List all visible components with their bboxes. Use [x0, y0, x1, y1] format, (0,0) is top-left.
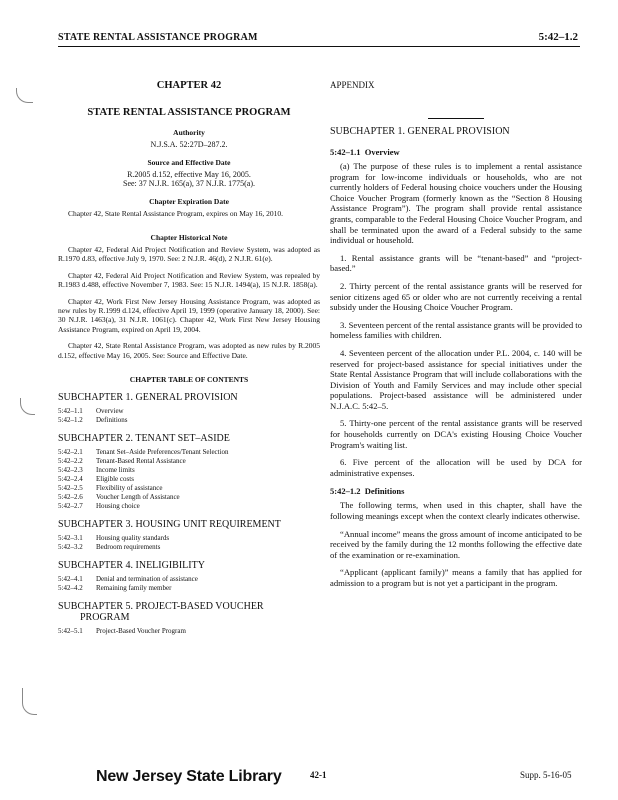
- toc-entry: 5:42–2.1 Tenant Set–Aside Preferences/Tenant Selection: [58, 447, 229, 456]
- historical-note-paragraph: Chapter 42, Work First New Jersey Housing Assistance Program, was adopted as new rules by R.1999 d.124, effective April 19, 1999 (operative January 18, 2000). See: 30 N.J.R. 1463(a), 31 N.J.R. 1061(c). Chapter 42, Work First New Jersey Housing Assistance Program, expired on April 19, 2004.: [58, 296, 320, 334]
- toc-entry: 5:42–1.1 Overview: [58, 406, 124, 415]
- page-number: 42-1: [310, 770, 327, 780]
- toc-entry: 5:42–3.1 Housing quality standards: [58, 533, 170, 542]
- authority-heading: Authority: [173, 128, 205, 137]
- toc-subchapter-5-cont: PROGRAM: [80, 611, 130, 623]
- header-rule: [58, 46, 580, 47]
- library-logo-text: New Jersey State Library: [96, 768, 282, 785]
- binder-mark: [20, 398, 35, 415]
- source-line-1: R.2005 d.152, effective May 16, 2005.: [127, 169, 251, 179]
- toc-entry: 5:42–2.5 Flexibility of assistance: [58, 483, 163, 492]
- historical-note-heading: Chapter Historical Note: [150, 232, 228, 242]
- section-heading-overview: 5:42–1.1 Overview: [330, 147, 400, 157]
- running-header-title: STATE RENTAL ASSISTANCE PROGRAM: [58, 32, 258, 43]
- appendix-label: APPENDIX: [330, 80, 375, 90]
- toc-entry: 5:42–2.6 Voucher Length of Assistance: [58, 492, 180, 501]
- toc-entry: 5:42–1.2 Definitions: [58, 415, 128, 424]
- toc-heading: CHAPTER TABLE OF CONTENTS: [129, 374, 249, 384]
- toc-entry: 5:42–5.1 Project-Based Voucher Program: [58, 626, 186, 635]
- source-heading: Source and Effective Date: [147, 157, 231, 167]
- body-paragraph: 3. Seventeen percent of the rental assistance grants will be provided to homeless families with children.: [330, 319, 582, 341]
- toc-entry: 5:42–2.4 Eligible costs: [58, 474, 134, 483]
- body-paragraph: “Annual income” means the gross amount of income anticipated to be received by the family during the 12 months following the effective date of the examination or re-examination.: [330, 528, 582, 560]
- historical-note-paragraph: Chapter 42, State Rental Assistance Program, was adopted as new rules by R.2005 d.152, effective May 16, 2005. See: Source and Effective Date.: [58, 341, 320, 360]
- expiration-text: Chapter 42, State Rental Assistance Program, expires on May 16, 2010.: [68, 208, 283, 218]
- right-column: [330, 80, 582, 596]
- expiration-heading: Chapter Expiration Date: [149, 196, 229, 206]
- body-paragraph: 6. Five percent of the allocation will be used by DCA for administrative expenses.: [330, 457, 582, 478]
- body-paragraph: (a) The purpose of these rules is to implement a rental assistance program for low-income individuals or households, who are not currently holders of Federal housing choice vouchers under the Housing Choice Voucher Program (formerly known as the “Section 8 Housing Assistance Program”). The program shall provide rental assistance grants, comparable to the Federal Housing Choice Voucher Program, and shall be terminated upon the award of a Federal subsidy to the same individual or household.: [330, 161, 582, 246]
- appendix-rule: [428, 118, 484, 119]
- historical-note-paragraph: Chapter 42, Federal Aid Project Notification and Review System, was repealed by R.1983 d.488, effective November 7, 1983. See: 15 N.J.R. 1494(a), 15 N.J.R. 1858(a).: [58, 270, 320, 290]
- binder-mark: [22, 688, 37, 715]
- toc-subchapter-4: SUBCHAPTER 4. INELIGIBILITY: [58, 559, 205, 571]
- toc-entry: 5:42–4.2 Remaining family member: [58, 583, 172, 592]
- toc-subchapter-1: SUBCHAPTER 1. GENERAL PROVISION: [58, 391, 238, 403]
- body-paragraph: 1. Rental assistance grants will be “tenant-based” and “project-based.”: [330, 252, 582, 274]
- toc-entry: 5:42–2.3 Income limits: [58, 465, 135, 474]
- toc-entry: 5:42–2.2 Tenant-Based Rental Assistance: [58, 456, 186, 465]
- source-line-2: See: 37 N.J.R. 165(a), 37 N.J.R. 1775(a).: [123, 179, 255, 188]
- toc-entry: 5:42–3.2 Bedroom requirements: [58, 542, 161, 551]
- toc-subchapter-2: SUBCHAPTER 2. TENANT SET–ASIDE: [58, 432, 230, 444]
- chapter-number: CHAPTER 42: [156, 80, 222, 91]
- toc-subchapter-5: SUBCHAPTER 5. PROJECT-BASED VOUCHER: [58, 600, 264, 612]
- left-column: [58, 80, 320, 636]
- supplement-date: Supp. 5-16-05: [520, 770, 572, 780]
- body-paragraph: 5. Thirty-one percent of the rental assistance grants will be reserved for households currently on DCA's existing Housing Choice Voucher Program's waiting list.: [330, 418, 582, 450]
- chapter-title: STATE RENTAL ASSISTANCE PROGRAM: [87, 107, 291, 118]
- running-header-section: 5:42–1.2: [538, 31, 578, 43]
- section-heading-definitions: 5:42–1.2 Definitions: [330, 486, 405, 497]
- authority-citation: N.J.S.A. 52:27D–287.2.: [150, 140, 228, 149]
- body-paragraph: The following terms, when used in this chapter, shall have the following meanings except when the context clearly indicates otherwise.: [330, 500, 582, 522]
- toc-entry: 5:42–2.7 Housing choice: [58, 501, 140, 510]
- toc-subchapter-3: SUBCHAPTER 3. HOUSING UNIT REQUIREMENT: [58, 518, 281, 530]
- subchapter-heading: SUBCHAPTER 1. GENERAL PROVISION: [330, 126, 510, 137]
- binder-mark: [16, 88, 33, 103]
- body-paragraph: 4. Seventeen percent of the allocation under P.L. 2004, c. 140 will be reserved for project-based assistance for special initiatives under the State Rental Assistance Program that will include collaborations with the Division of Youth and Family Services and may include other special populations. Project-based assistance will be administered under N.J.A.C. 5:42–5.: [330, 347, 582, 411]
- toc-entry: 5:42–4.1 Denial and termination of assistance: [58, 574, 198, 583]
- body-paragraph: 2. Thirty percent of the rental assistance grants will be reserved for senior citizens aged 65 or older who are not currently receiving a rental subsidy under the Housing Choice Voucher Program.: [330, 280, 582, 313]
- historical-note-paragraph: Chapter 42, Federal Aid Project Notification and Review System, was adopted as R.1970 d.83, effective July 9, 1970. See: 2 N.J.R. 46(d), 2 N.J.R. 61(e).: [58, 244, 320, 264]
- body-paragraph: “Applicant (applicant family)” means a family that has applied for admission to a program but is not yet a participant in the program.: [330, 567, 582, 588]
